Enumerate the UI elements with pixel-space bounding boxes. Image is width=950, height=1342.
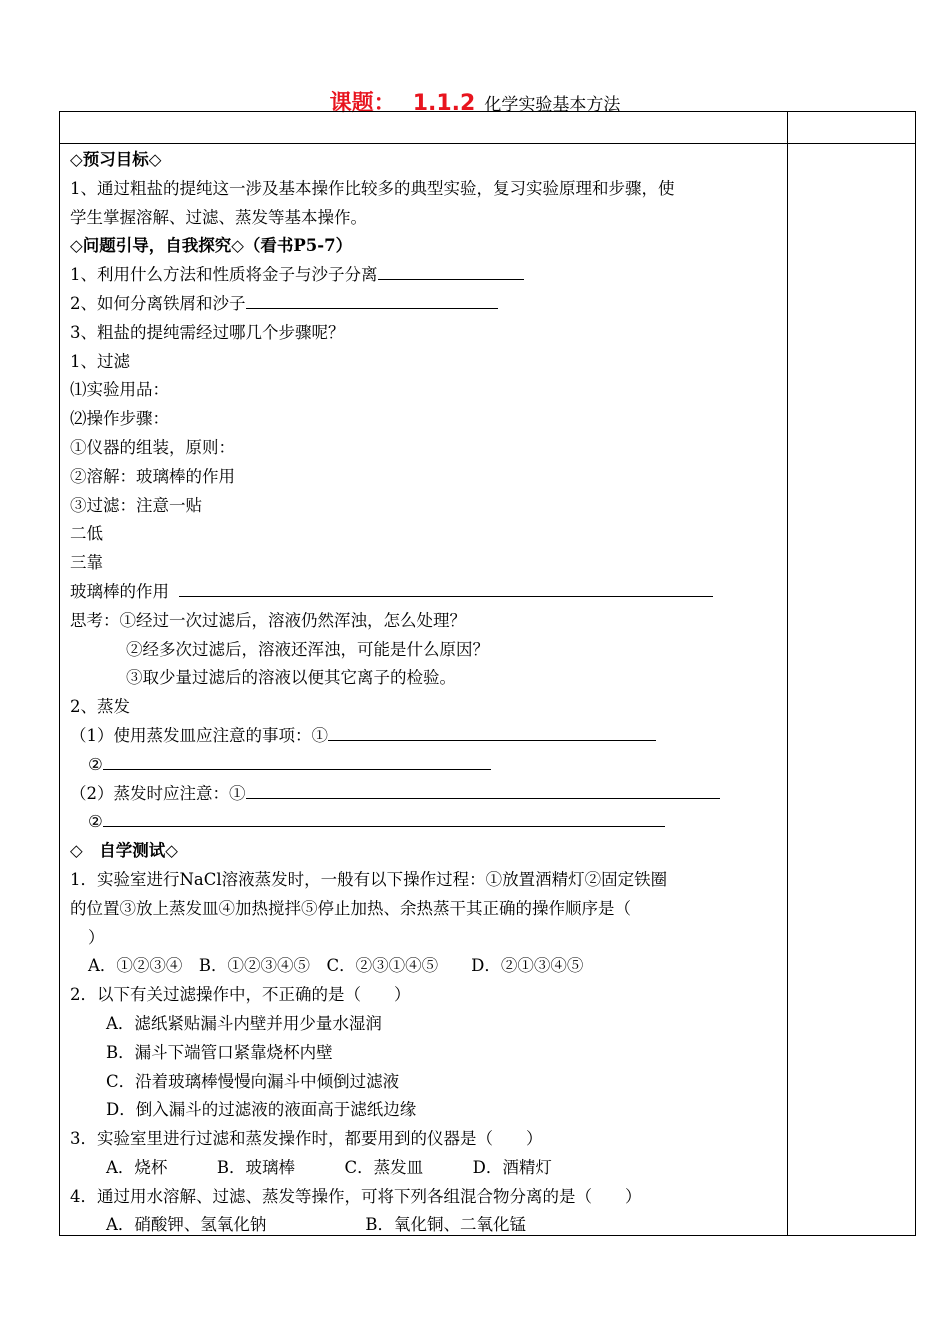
title-label: 课题： — [329, 91, 396, 116]
test-4-options: A．硝酸钾、氢氧化钠 B．氧化铜、二氧化锰 — [106, 1215, 527, 1235]
filtration-steps: ⑵操作步骤： — [70, 409, 169, 429]
filtration-step-2: ②溶解：玻璃棒的作用 — [70, 466, 235, 486]
filtration-step-3: ③过滤：注意一贴 — [70, 495, 202, 515]
section-heading-inquiry: ◇问题引导，自我探究◇（看书P5-7） — [70, 236, 353, 256]
evaporation-heading: 2、蒸发 — [70, 697, 130, 717]
test-1-line-2: 的位置③放上蒸发皿④加热搅拌⑤停止加热、余热蒸干其正确的操作顺序是（ — [70, 898, 631, 918]
evaporation-item-2b-text: ② — [88, 812, 103, 832]
think-3: ③取少量过滤后的溶液以便其它离子的检验。 — [126, 668, 456, 688]
filtration-three-lean: 三靠 — [70, 553, 103, 573]
question-2 — [70, 290, 782, 319]
test-2-option-a: A．滤纸紧贴漏斗内壁并用少量水湿润 — [106, 1013, 382, 1033]
filtration-step-1: ①仪器的组装，原则： — [70, 437, 235, 457]
evaporation-item-1-text: （1）使用蒸发皿应注意的事项：① — [70, 725, 328, 745]
test-1-line-1: 1．实验室进行NaCl溶液蒸发时，一般有以下操作过程：①放置酒精灯②固定铁圈 — [70, 869, 668, 889]
test-2-option-c: C．沿着玻璃棒慢慢向漏斗中倾倒过滤液 — [106, 1071, 400, 1091]
answer-blank[interactable] — [246, 290, 498, 309]
test-1-line-3: ） — [88, 927, 105, 947]
test-2: 2．以下有关过滤操作中，不正确的是（ ） — [70, 985, 411, 1005]
answer-blank[interactable] — [378, 261, 524, 280]
question-3: 3、粗盐的提纯需经过哪几个步骤呢？ — [70, 322, 345, 342]
evaporation-item-1 — [70, 722, 782, 751]
answer-blank[interactable] — [328, 722, 656, 741]
section-heading-preview-goals: ◇预习目标◇ — [70, 150, 162, 169]
goal-line-1: 1、通过粗盐的提纯这一涉及基本操作比较多的典型实验，复习实验原理和步骤，使 — [70, 178, 675, 198]
section-heading-self-test: ◇ 自学测试◇ — [70, 841, 178, 861]
test-2-option-d: D．倒入漏斗的过滤液的液面高于滤纸边缘 — [106, 1100, 417, 1120]
answer-blank[interactable] — [103, 808, 665, 827]
answer-blank[interactable] — [179, 578, 713, 597]
test-3: 3．实验室里进行过滤和蒸发操作时，都要用到的仪器是（ ） — [70, 1129, 543, 1149]
answer-blank[interactable] — [246, 780, 720, 799]
question-1-text: 1、利用什么方法和性质将金子与沙子分离 — [70, 265, 378, 285]
filtration-two-low: 二低 — [70, 524, 103, 544]
evaporation-item-2b — [70, 808, 782, 837]
evaporation-item-1b — [70, 751, 782, 780]
test-2-option-b: B．漏斗下端管口紧靠烧杯内壁 — [106, 1042, 333, 1062]
test-1-options: A．①②③④ B．①②③④⑤ C．②③①④⑤ D．②①③④⑤ — [88, 956, 584, 976]
answer-blank[interactable] — [103, 751, 491, 770]
worksheet-table — [59, 111, 916, 1236]
title-number: 1.1.2 — [412, 91, 476, 116]
glass-rod-role — [70, 578, 782, 607]
glass-rod-role-text: 玻璃棒的作用 — [70, 581, 169, 601]
filtration-materials: ⑴实验用品： — [70, 380, 169, 400]
evaporation-item-2-text: （2）蒸发时应注意：① — [70, 783, 246, 803]
goal-line-2: 学生掌握溶解、过滤、蒸发等基本操作。 — [70, 207, 367, 227]
column-divider — [787, 112, 788, 1235]
think-2: ②经多次过滤后，溶液还浑浊，可能是什么原因？ — [126, 639, 489, 659]
evaporation-item-1b-text: ② — [88, 754, 103, 774]
filtration-heading: 1、过滤 — [70, 351, 130, 371]
title-text: 化学实验基本方法 — [484, 95, 621, 115]
question-1 — [70, 261, 782, 290]
test-3-options: A．烧杯 B．玻璃棒 C．蒸发皿 D．酒精灯 — [106, 1157, 552, 1177]
main-column — [70, 146, 782, 1240]
think-1: 思考：①经过一次过滤后，溶液仍然浑浊，怎么处理？ — [70, 610, 466, 630]
question-2-text: 2、如何分离铁屑和沙子 — [70, 293, 246, 313]
test-4: 4．通过用水溶解、过滤、蒸发等操作，可将下列各组混合物分离的是（ ） — [70, 1186, 642, 1206]
evaporation-item-2 — [70, 780, 782, 809]
